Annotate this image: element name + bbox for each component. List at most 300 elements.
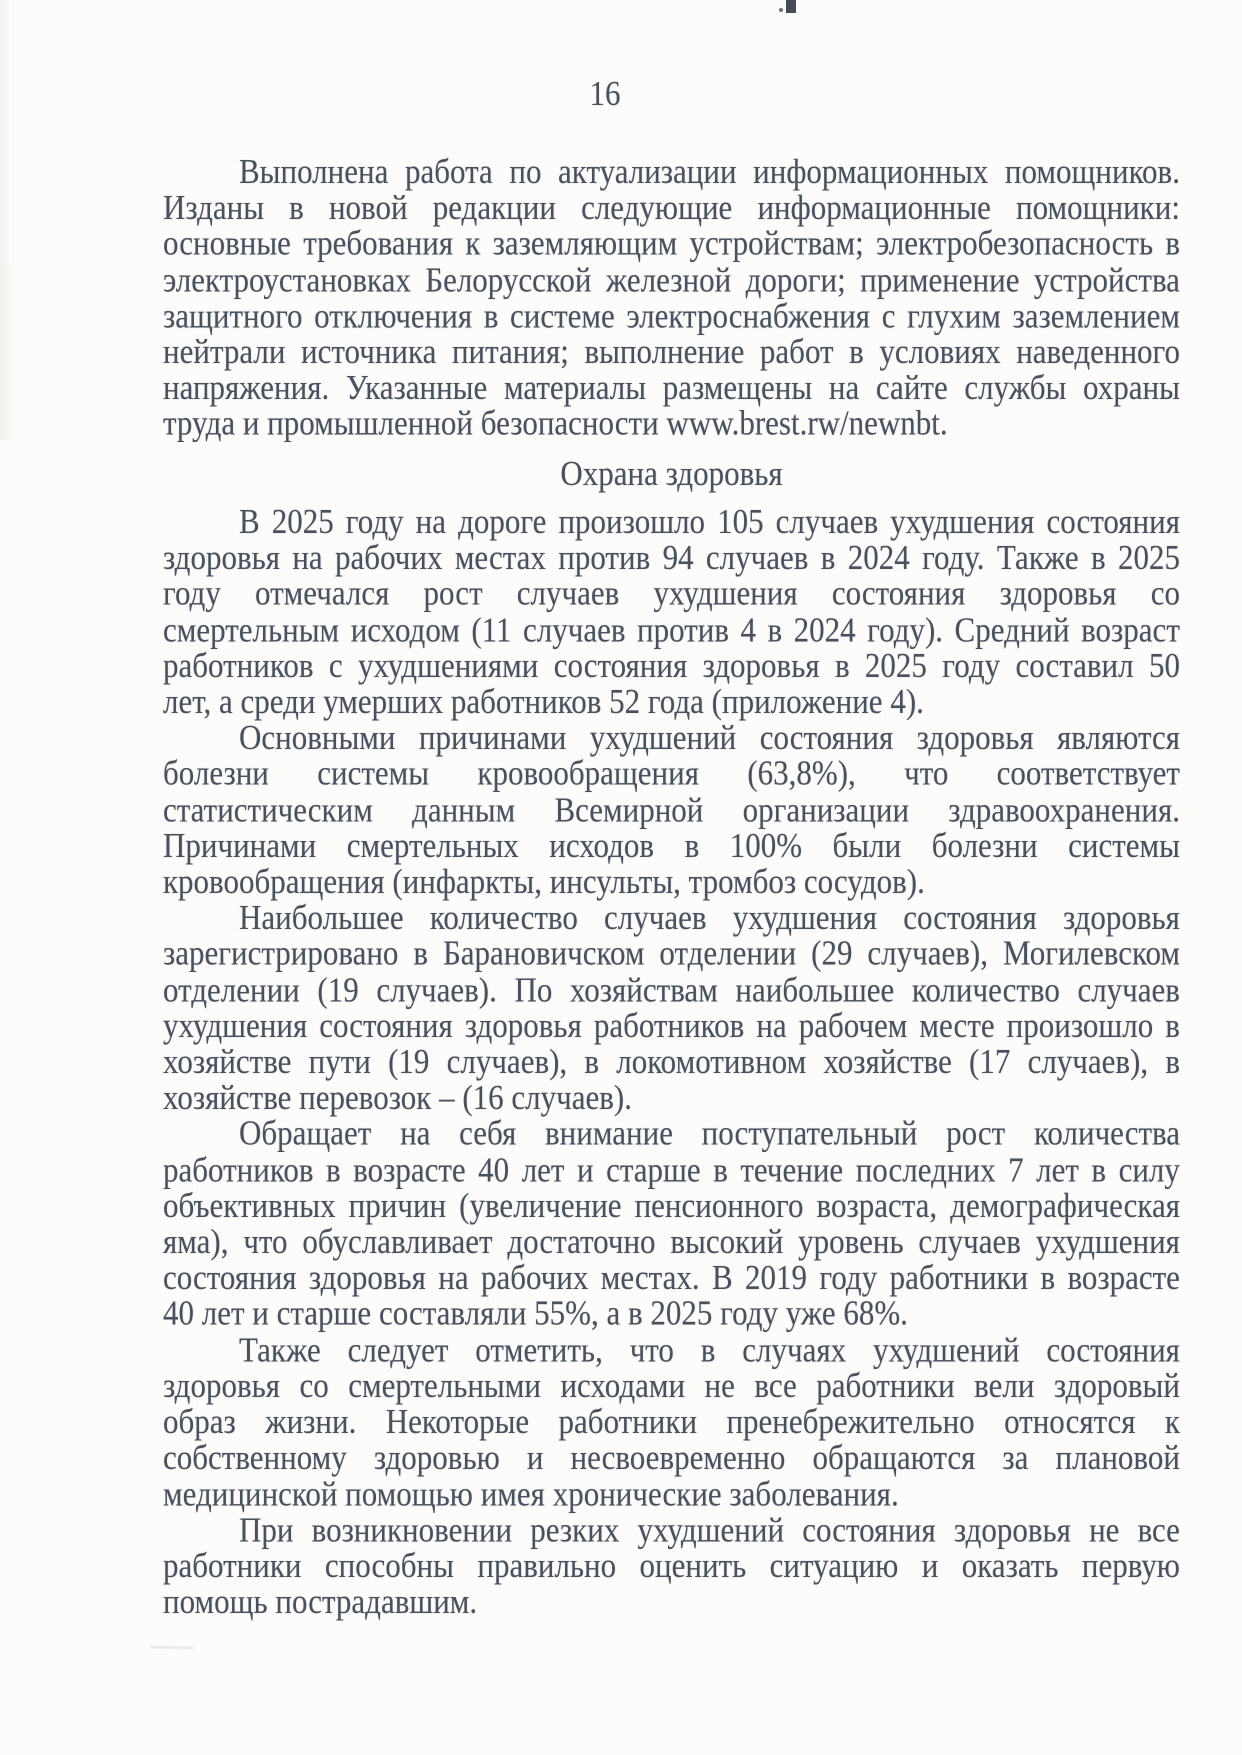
word: в bbox=[1091, 537, 1106, 577]
word: здоровья bbox=[999, 573, 1117, 613]
text-line bbox=[163, 259, 1180, 299]
word: электроснабжения bbox=[626, 295, 871, 335]
word: причин bbox=[348, 1185, 447, 1225]
text-line bbox=[163, 187, 1180, 227]
text-line bbox=[163, 753, 1180, 793]
word: дороге bbox=[458, 501, 547, 541]
word: оказать bbox=[961, 1545, 1059, 1585]
word: заземлением bbox=[1012, 295, 1180, 335]
text-line bbox=[163, 1041, 1180, 1081]
word: году bbox=[942, 645, 1001, 685]
word: работники bbox=[163, 1545, 302, 1585]
word: с bbox=[881, 295, 896, 335]
word: ухудшений bbox=[589, 717, 737, 757]
text-line bbox=[163, 1365, 1180, 1405]
scan-streak bbox=[0, 0, 12, 265]
word: случаев), bbox=[867, 933, 988, 973]
word: помощников. bbox=[1004, 151, 1180, 191]
word: 2025 bbox=[864, 645, 927, 685]
word: 2024 bbox=[793, 609, 856, 649]
word: работа bbox=[404, 151, 493, 191]
word: Выполнена bbox=[239, 151, 389, 191]
word: со bbox=[1150, 573, 1180, 613]
word: рабочих bbox=[335, 537, 443, 577]
word: 50 bbox=[1148, 645, 1180, 685]
word: году bbox=[345, 501, 404, 541]
word: данным bbox=[412, 789, 516, 829]
word: все bbox=[754, 1365, 797, 1405]
word: здоровья bbox=[1062, 897, 1180, 937]
word: высокий bbox=[670, 1221, 784, 1261]
text-line: 40 лет и старше составляли 55%, а в 2025 году уже 68%. bbox=[163, 1293, 908, 1333]
word: 2025 bbox=[1117, 537, 1180, 577]
word: (29 bbox=[811, 933, 853, 973]
word: лет bbox=[521, 1149, 565, 1189]
word: зарегистрировано bbox=[163, 933, 399, 973]
text-line bbox=[163, 1221, 1180, 1261]
word: организации bbox=[742, 789, 910, 829]
word: себя bbox=[459, 1113, 517, 1153]
word: следует bbox=[347, 1329, 449, 1369]
word: случаев bbox=[775, 501, 879, 541]
word: По bbox=[514, 969, 553, 1009]
word: году bbox=[819, 1257, 878, 1297]
word: здоровья bbox=[308, 1257, 426, 1297]
word: здоровья bbox=[163, 537, 280, 577]
word: работники bbox=[889, 1257, 1029, 1297]
word: Основными bbox=[239, 717, 396, 757]
word: источника bbox=[301, 331, 437, 371]
text-line bbox=[163, 609, 1180, 649]
word: ухудшения bbox=[653, 573, 798, 613]
word: на bbox=[828, 367, 860, 407]
word: рабочем bbox=[798, 1005, 908, 1045]
paragraph bbox=[163, 897, 1180, 1117]
word: в bbox=[700, 1329, 716, 1369]
word: резких bbox=[530, 1509, 620, 1549]
scan-streak bbox=[0, 0, 16, 440]
word: исходов bbox=[549, 825, 655, 865]
word: электробезопасность bbox=[876, 223, 1154, 263]
text-line: лет, а среди умерших работников 52 года (приложение 4). bbox=[163, 681, 924, 721]
word: напряжения. bbox=[163, 367, 330, 407]
word: защитного bbox=[163, 295, 303, 335]
word: 4 bbox=[740, 609, 756, 649]
word: 40 bbox=[478, 1149, 510, 1189]
word: собственному bbox=[163, 1437, 347, 1477]
word: рост bbox=[946, 1113, 1006, 1153]
word: в bbox=[849, 331, 864, 371]
word: и bbox=[921, 1545, 939, 1585]
word: в bbox=[289, 187, 304, 227]
word: яма), bbox=[163, 1221, 229, 1261]
word: отметить, bbox=[475, 1329, 603, 1369]
text-line: медицинской помощью имея хронические заболевания. bbox=[163, 1473, 899, 1513]
word: работников bbox=[163, 1149, 314, 1189]
text-line bbox=[163, 897, 1180, 937]
word: местах. bbox=[600, 1257, 700, 1297]
word: случаев). bbox=[376, 969, 497, 1009]
word: ухудшениями bbox=[357, 645, 539, 685]
text-line bbox=[163, 1437, 1180, 1477]
word: нейтрали bbox=[163, 331, 286, 371]
word: системы bbox=[317, 753, 430, 793]
word: 2025 bbox=[271, 501, 334, 541]
word: ухудшения bbox=[163, 1005, 308, 1045]
word: объективных bbox=[163, 1185, 336, 1225]
word: основные bbox=[163, 223, 291, 263]
word: статистическим bbox=[163, 789, 373, 829]
word: обуславливает bbox=[302, 1221, 493, 1261]
word: в bbox=[413, 933, 429, 973]
word: с bbox=[328, 645, 343, 685]
word: отключения bbox=[314, 295, 473, 335]
word: кровообращения bbox=[477, 753, 699, 793]
word: Белорусской bbox=[425, 259, 592, 299]
text-line bbox=[163, 331, 1180, 371]
word: демографическая bbox=[950, 1185, 1180, 1225]
word: состояния bbox=[759, 717, 894, 757]
word: что bbox=[243, 1221, 288, 1261]
word: составил bbox=[1015, 645, 1134, 685]
text-line bbox=[163, 501, 1180, 541]
word: не bbox=[704, 1365, 735, 1405]
word: ухудшения bbox=[732, 897, 877, 937]
word: хозяйстве bbox=[163, 1041, 292, 1081]
word: Некоторые bbox=[385, 1401, 530, 1441]
word: были bbox=[832, 825, 902, 865]
word: в bbox=[1091, 1149, 1107, 1189]
word: Указанные bbox=[345, 367, 488, 407]
word: В bbox=[711, 1257, 733, 1297]
word: последних bbox=[855, 1149, 996, 1189]
word: количество bbox=[429, 897, 578, 937]
text-line: кровообращения (инфаркты, инсульты, тромбоз сосудов). bbox=[163, 861, 925, 901]
word: старше bbox=[606, 1149, 701, 1189]
word: течение bbox=[740, 1149, 844, 1189]
word: здоровья bbox=[953, 1509, 1071, 1549]
word: состояния bbox=[163, 1257, 297, 1297]
text-line: помощь пострадавшим. bbox=[163, 1581, 478, 1621]
word: в bbox=[767, 609, 783, 649]
word: против bbox=[558, 537, 651, 577]
word: все bbox=[1137, 1509, 1180, 1549]
word: уровень bbox=[798, 1221, 904, 1261]
word: ухудшения bbox=[1035, 1221, 1180, 1261]
paragraph bbox=[163, 501, 1180, 721]
paragraph bbox=[163, 151, 1180, 443]
word: исходами bbox=[560, 1365, 686, 1405]
text-line bbox=[163, 1005, 1180, 1045]
word: случаях bbox=[742, 1329, 847, 1369]
word: хозяйствам bbox=[569, 969, 718, 1009]
word: ухудшения bbox=[890, 501, 1035, 541]
word: оценить bbox=[639, 1545, 747, 1585]
word: соответствует bbox=[996, 753, 1180, 793]
word: наибольшее bbox=[735, 969, 895, 1009]
word: 94 bbox=[662, 537, 694, 577]
word: информационных bbox=[753, 151, 989, 191]
word: информационные bbox=[757, 187, 991, 227]
word: (17 bbox=[969, 1041, 1011, 1081]
word: болезни bbox=[931, 825, 1038, 865]
text-line bbox=[163, 933, 1180, 973]
word: в bbox=[820, 537, 836, 577]
word: ситуацию bbox=[769, 1545, 899, 1585]
word: в bbox=[713, 1149, 728, 1189]
word: (11 bbox=[471, 609, 512, 649]
word: и bbox=[526, 1437, 544, 1477]
word: в bbox=[684, 825, 700, 865]
word: (увеличение bbox=[459, 1185, 622, 1225]
text-line: труда и промышленной безопасности www.brest.rw/newnbt. bbox=[163, 403, 948, 443]
word: условиях bbox=[879, 331, 1001, 371]
word: состояния bbox=[1046, 501, 1180, 541]
text-line bbox=[163, 367, 1180, 407]
word: году. bbox=[922, 537, 985, 577]
word: здоровья bbox=[916, 717, 1034, 757]
word: к bbox=[1164, 1401, 1180, 1441]
word: размещены bbox=[662, 367, 813, 407]
word: следующие bbox=[581, 187, 733, 227]
word: здравоохранения. bbox=[948, 789, 1180, 829]
word: количества bbox=[1033, 1113, 1180, 1153]
word: системе bbox=[510, 295, 615, 335]
text-line bbox=[163, 1257, 1180, 1297]
word: охраны bbox=[1083, 367, 1180, 407]
word: здоровый bbox=[1053, 1365, 1180, 1405]
word: случаев), bbox=[446, 1041, 568, 1081]
word: и bbox=[576, 1149, 594, 1189]
word: на bbox=[415, 501, 447, 541]
text-line bbox=[163, 645, 1180, 685]
word: (19 bbox=[317, 969, 359, 1009]
word: внимание bbox=[545, 1113, 673, 1153]
word: наведенного bbox=[1016, 331, 1180, 371]
word: устройствам; bbox=[689, 223, 864, 263]
word: исходом bbox=[350, 609, 460, 649]
word: случаев), bbox=[1027, 1041, 1149, 1081]
word: случаев bbox=[516, 573, 620, 613]
word: на bbox=[400, 1113, 431, 1153]
word: электроустановках bbox=[163, 259, 411, 299]
word: болезни bbox=[163, 753, 269, 793]
paragraph bbox=[163, 1329, 1180, 1513]
word: дороги; bbox=[745, 259, 846, 299]
word: 105 bbox=[717, 501, 764, 541]
word: выполнение bbox=[584, 331, 745, 371]
word: системы bbox=[1068, 825, 1180, 865]
word: году bbox=[163, 573, 221, 613]
word: смертельных bbox=[346, 825, 519, 865]
word: работников bbox=[163, 645, 314, 685]
word: состояния bbox=[903, 897, 1037, 937]
text-line: хозяйстве перевозок – (16 случаев). bbox=[163, 1077, 632, 1117]
word: являются bbox=[1057, 717, 1180, 757]
word: работников bbox=[593, 1005, 745, 1045]
word: месте bbox=[919, 1005, 995, 1045]
word: в bbox=[326, 1149, 341, 1189]
text-line bbox=[163, 1509, 1180, 1549]
word: возраста, bbox=[816, 1185, 938, 1225]
word: здоровья bbox=[464, 1005, 582, 1045]
word: достаточно bbox=[507, 1221, 656, 1261]
word: состояния bbox=[802, 1509, 936, 1549]
word: в bbox=[1165, 223, 1180, 263]
word: плановой bbox=[1055, 1437, 1180, 1477]
word: случаев bbox=[523, 609, 626, 649]
word: силу bbox=[1118, 1149, 1180, 1189]
word: по bbox=[509, 151, 542, 191]
word: состояния bbox=[1046, 1329, 1180, 1369]
word: жизни. bbox=[265, 1401, 357, 1441]
scan-smudge bbox=[150, 1645, 194, 1649]
word: в bbox=[1165, 1005, 1180, 1045]
word: (19 bbox=[388, 1041, 430, 1081]
word: состояния bbox=[553, 645, 688, 685]
text-line bbox=[163, 789, 1180, 829]
word: в bbox=[834, 645, 850, 685]
word: ухудшений bbox=[637, 1509, 785, 1549]
text-line bbox=[163, 223, 1180, 263]
word: глухим bbox=[907, 295, 1001, 335]
word: Изданы bbox=[163, 187, 265, 227]
word: смертельными bbox=[348, 1365, 541, 1405]
word: в bbox=[584, 1041, 600, 1081]
text-line bbox=[163, 295, 1180, 335]
word: ухудшений bbox=[872, 1329, 1020, 1369]
word: в bbox=[1040, 1257, 1056, 1297]
word: возраст bbox=[1081, 609, 1180, 649]
word: Наибольшее bbox=[239, 897, 404, 937]
word: материалы bbox=[503, 367, 647, 407]
text-line bbox=[163, 825, 1180, 865]
text-line bbox=[163, 1149, 1180, 1189]
word: произошло bbox=[1006, 1005, 1154, 1045]
word: 7 bbox=[1008, 1149, 1024, 1189]
word: отделении bbox=[163, 969, 300, 1009]
word: способны bbox=[324, 1545, 454, 1585]
text-line bbox=[163, 151, 1180, 191]
word: здоровью bbox=[373, 1437, 500, 1477]
word: пенсионного bbox=[634, 1185, 804, 1225]
word: Также bbox=[239, 1329, 321, 1369]
word: случаев bbox=[918, 1221, 1021, 1261]
word: хозяйстве bbox=[823, 1041, 952, 1081]
text-line bbox=[163, 1329, 1180, 1369]
word: рабочих bbox=[480, 1257, 589, 1297]
word: актуализации bbox=[558, 151, 737, 191]
word: новой bbox=[328, 187, 408, 227]
word: первую bbox=[1081, 1545, 1180, 1585]
word: редакции bbox=[432, 187, 556, 227]
word: на bbox=[756, 1005, 787, 1045]
text-line bbox=[163, 573, 1180, 613]
word: не bbox=[1089, 1509, 1120, 1549]
word: работники bbox=[558, 1401, 698, 1441]
word: состояния bbox=[319, 1005, 453, 1045]
word: Также bbox=[996, 537, 1079, 577]
word: за bbox=[1002, 1437, 1029, 1477]
word: году). bbox=[867, 609, 944, 649]
word: против bbox=[637, 609, 729, 649]
paragraph bbox=[163, 1509, 1180, 1621]
word: вели bbox=[974, 1365, 1035, 1405]
word: возрасте bbox=[353, 1149, 466, 1189]
text-block bbox=[163, 151, 1180, 1621]
word: В bbox=[239, 501, 260, 541]
word: причинами bbox=[418, 717, 567, 757]
word: службы bbox=[964, 367, 1067, 407]
text-line bbox=[163, 969, 1180, 1009]
word: требования bbox=[303, 223, 454, 263]
paragraph bbox=[163, 1113, 1180, 1333]
word: что bbox=[629, 1329, 674, 1369]
text-line bbox=[163, 537, 1180, 577]
word: здоровья bbox=[163, 1365, 280, 1405]
word: пути bbox=[308, 1041, 371, 1081]
ink-mark bbox=[786, 0, 796, 13]
word: произошло bbox=[558, 501, 706, 541]
word: работ bbox=[759, 331, 834, 371]
ink-dot bbox=[779, 8, 783, 12]
word: на bbox=[438, 1257, 469, 1297]
word: Барановичском bbox=[442, 933, 645, 973]
word: рост bbox=[423, 573, 483, 613]
word: возрасте bbox=[1067, 1257, 1180, 1297]
word: случаев bbox=[1077, 969, 1180, 1009]
text-line bbox=[163, 1545, 1180, 1585]
scan-streak bbox=[0, 0, 14, 260]
word: что bbox=[904, 753, 949, 793]
word: отделении bbox=[659, 933, 797, 973]
word: Могилевском bbox=[1002, 933, 1180, 973]
word: сайте bbox=[875, 367, 948, 407]
word: количество bbox=[911, 969, 1060, 1009]
word: поступательный bbox=[701, 1113, 918, 1153]
text-line bbox=[163, 1113, 1180, 1153]
word: отмечался bbox=[255, 573, 390, 613]
word: Обращает bbox=[239, 1113, 372, 1153]
word: локомотивном bbox=[616, 1041, 807, 1081]
word: возникновении bbox=[311, 1509, 513, 1549]
text-line bbox=[163, 1401, 1180, 1441]
word: относятся bbox=[1004, 1401, 1136, 1441]
word: здоровья bbox=[702, 645, 820, 685]
text-line bbox=[163, 717, 1180, 757]
word: лет bbox=[1036, 1149, 1079, 1189]
page-number: 16 bbox=[589, 73, 621, 113]
word: смертельным bbox=[163, 609, 340, 649]
word: в bbox=[483, 295, 499, 335]
word: состояния bbox=[831, 573, 966, 613]
paragraph bbox=[163, 717, 1180, 901]
word: на bbox=[292, 537, 323, 577]
word: местах bbox=[454, 537, 546, 577]
word: помощники: bbox=[1016, 187, 1180, 227]
word: (63,8%), bbox=[747, 753, 856, 793]
text-line bbox=[163, 1185, 1180, 1225]
word: применение bbox=[860, 259, 1020, 299]
word: питания; bbox=[451, 331, 569, 371]
word: При bbox=[239, 1509, 294, 1549]
word: Всемирной bbox=[554, 789, 704, 829]
word: 2019 bbox=[745, 1257, 808, 1297]
word: устройства bbox=[1033, 259, 1180, 299]
word: со bbox=[299, 1365, 329, 1405]
word: в bbox=[1165, 1041, 1180, 1081]
word: случаев bbox=[705, 537, 809, 577]
